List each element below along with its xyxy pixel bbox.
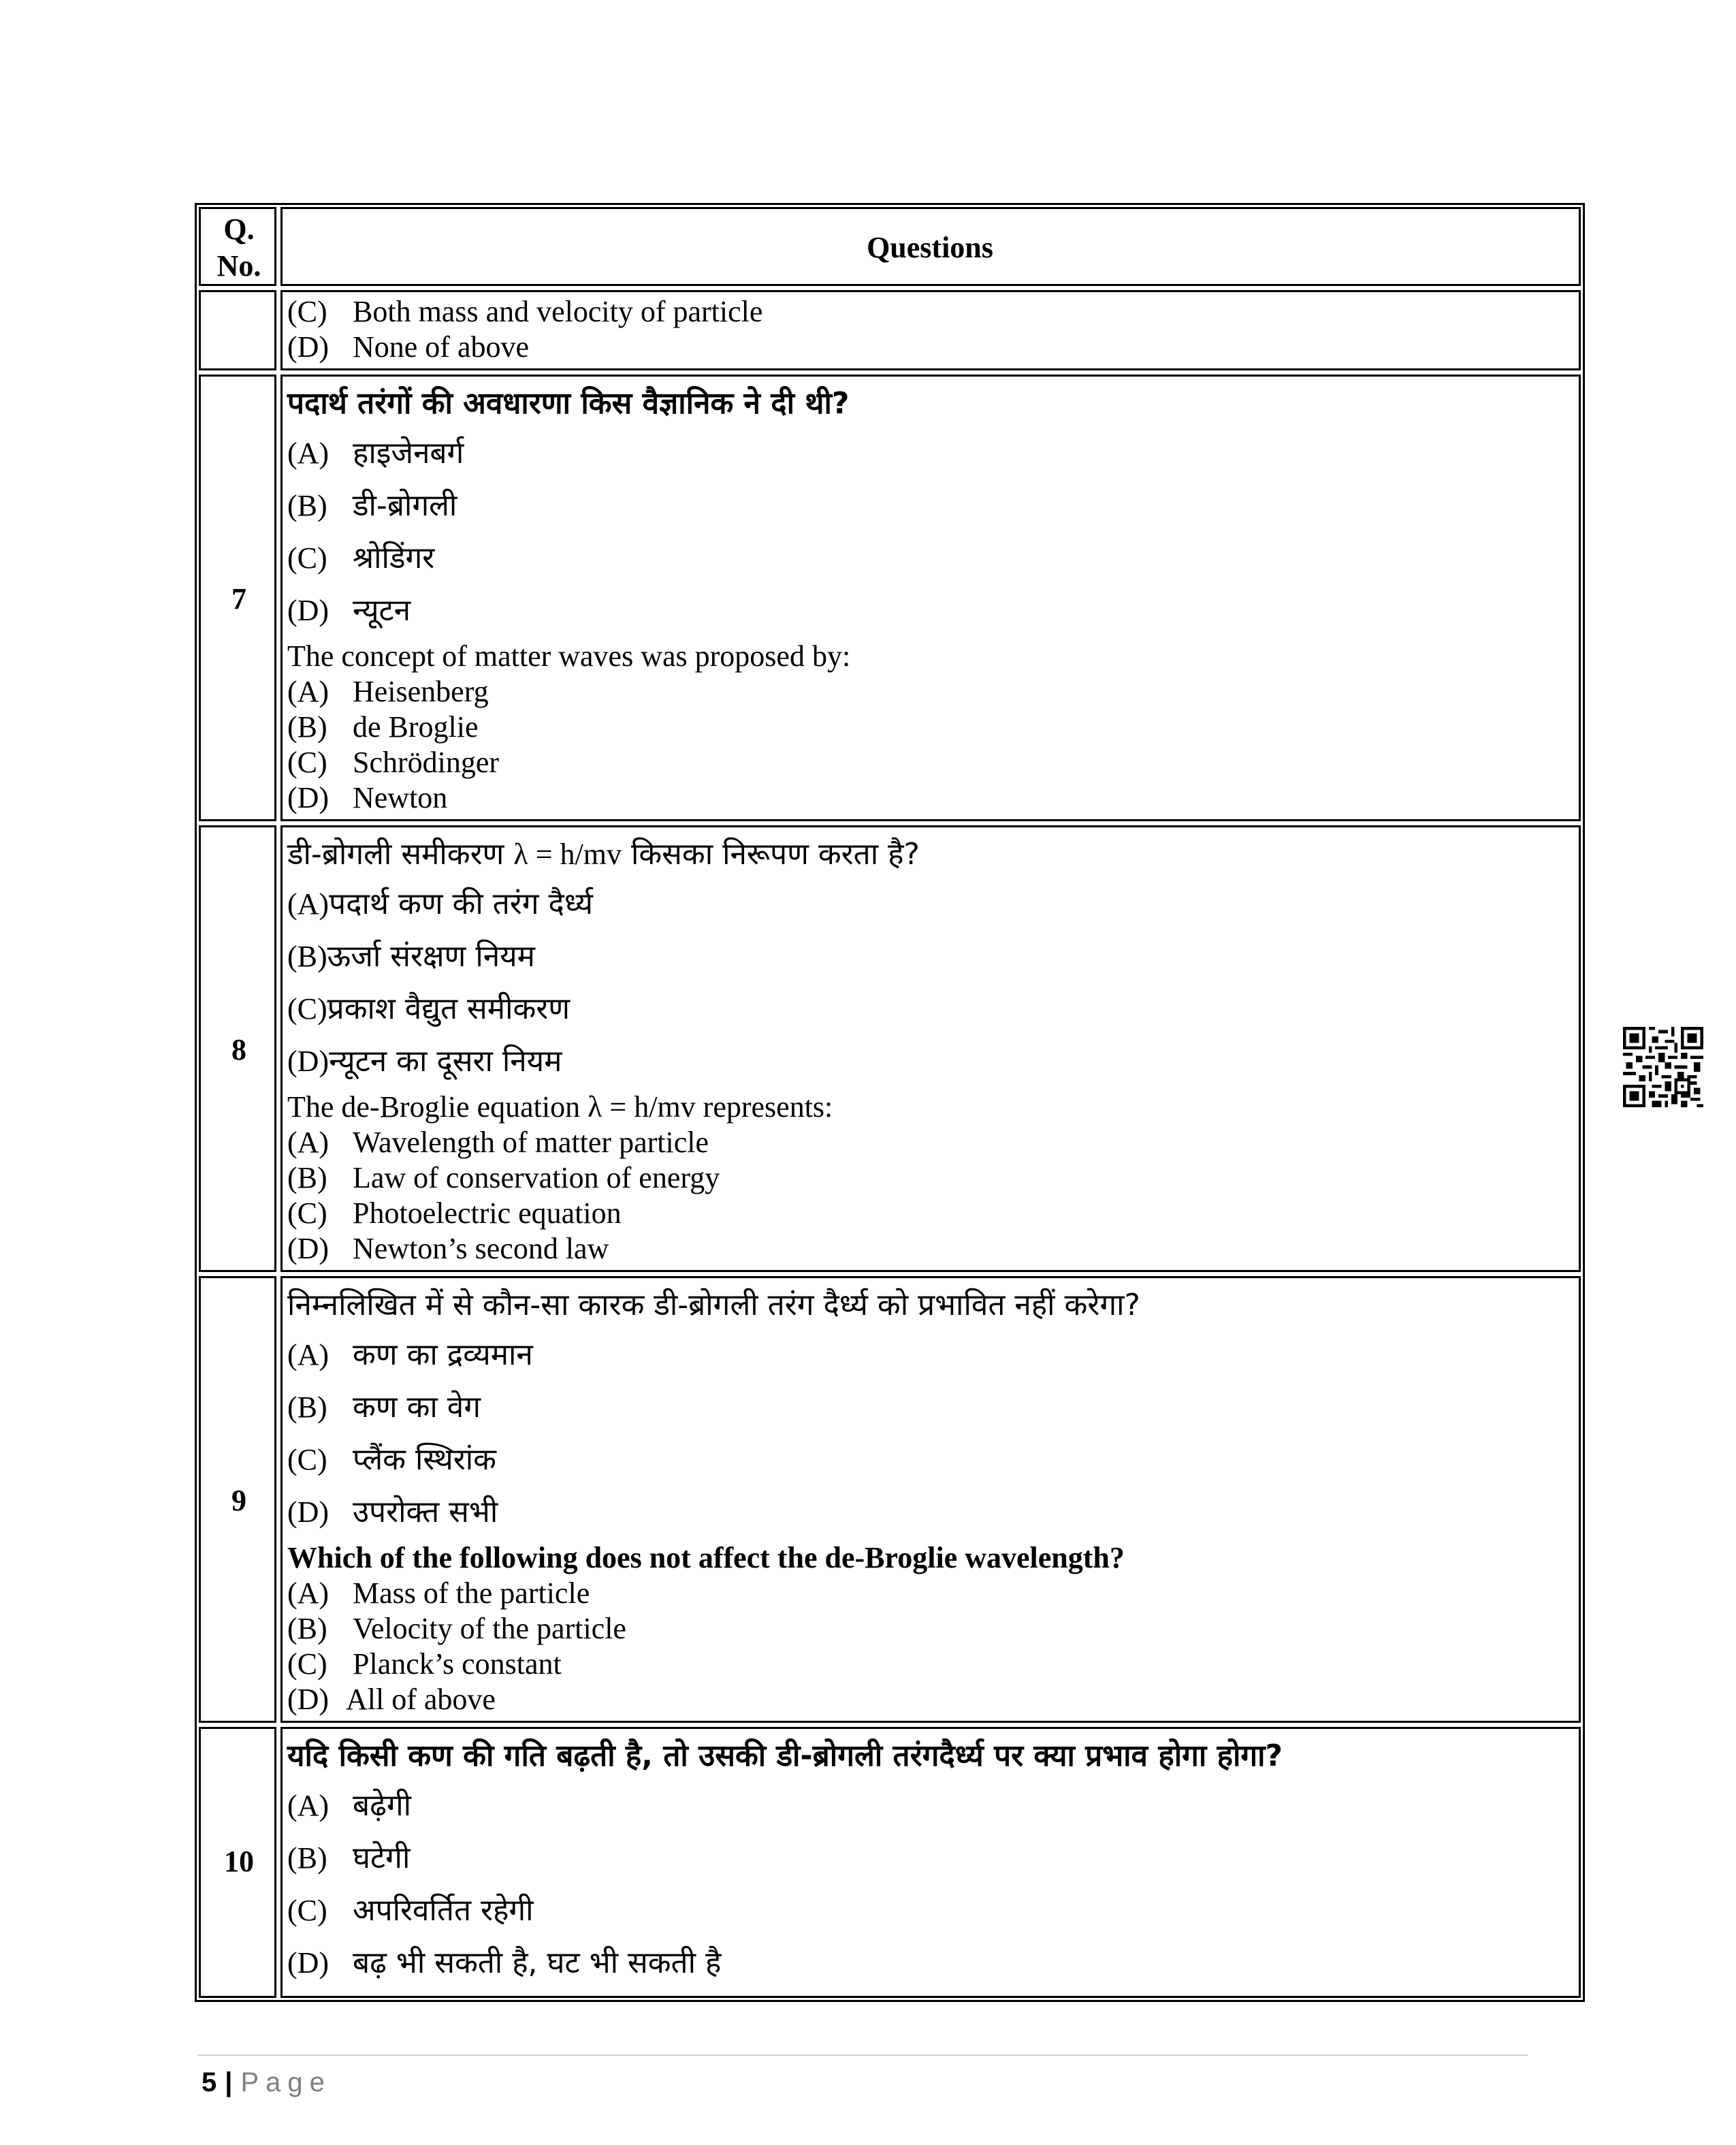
option-label: (C) (287, 1196, 327, 1230)
q7-english-question: The concept of matter waves was proposed by: (287, 639, 851, 673)
question-text: किसका निरूपण करता है? (630, 837, 920, 872)
option-label: (D) (287, 1045, 329, 1078)
option-text: कण का द्रव्यमान (353, 1337, 533, 1372)
q7-english-option-b (287, 710, 1574, 745)
option-label: (A) (287, 1126, 329, 1159)
option-text: Law of conservation of energy (353, 1161, 720, 1194)
option-text: बढ़ेगी (353, 1788, 412, 1823)
option-label: (C) (287, 992, 327, 1026)
q7-english-option-a (287, 674, 1574, 710)
option-d (287, 330, 1574, 365)
q8-english-option-b (287, 1160, 1574, 1196)
option-label: (D) (287, 330, 329, 364)
q8-hindi-option-c (287, 985, 1574, 1037)
option-label: (C) (287, 1894, 327, 1927)
option-text: प्लैंक स्थिरांक (353, 1442, 496, 1477)
option-text: ऊर्जा संरक्षण नियम (327, 939, 535, 974)
option-text: Newton (353, 781, 448, 814)
option-label: (B) (287, 1391, 327, 1424)
q9-english-option-d (287, 1682, 1574, 1717)
q9-hindi-option-c (287, 1435, 1574, 1488)
q8-english-question: The de-Broglie equation λ = h/mv represents: (287, 1090, 833, 1124)
q8-hindi-question (287, 829, 1574, 880)
option-text: Photoelectric equation (353, 1196, 622, 1230)
q7-hindi-option-b (287, 481, 1574, 534)
option-label: (D) (287, 594, 329, 627)
option-label: (A) (287, 1789, 329, 1822)
option-text: de Broglie (353, 710, 479, 744)
q7-number: 7 (231, 582, 246, 616)
q10-hindi-option-c (287, 1886, 1574, 1939)
q9-content (287, 1280, 1574, 1717)
q10-content (287, 1731, 1574, 1991)
q7-hindi-question: पदार्थ तरंगों की अवधारणा किस वैज्ञानिक ने दी थी? (287, 386, 850, 421)
header-qno-line1: Q. (223, 212, 255, 246)
option-text: श्रोडिंगर (353, 541, 435, 575)
footer-separator: | (225, 2067, 233, 2097)
q10-hindi-question: यदि किसी कण की गति बढ़ती है, तो उसकी डी-ब्रोगली तरंगदैर्ध्य पर क्या प्रभाव होगा होगा? (287, 1738, 1283, 1773)
qr-code (1623, 1027, 1703, 1107)
option-label: (A) (287, 436, 329, 470)
option-label: (D) (287, 1232, 329, 1265)
option-text: पदार्थ कण की तरंग दैर्ध्य (329, 887, 593, 921)
option-text: घटेगी (353, 1841, 411, 1875)
option-label: (D) (287, 1495, 329, 1529)
q7-english-option-c (287, 745, 1574, 780)
option-text: न्यूटन का दूसरा नियम (329, 1044, 562, 1079)
option-label: (C) (287, 1647, 327, 1681)
equation: λ = h/mv (513, 838, 622, 871)
q9-english-question: Which of the following does not affect the de-Broglie wavelength? (287, 1541, 1125, 1574)
q8-english-option-c (287, 1196, 1574, 1231)
header-questions-label: Questions (867, 231, 993, 264)
option-text: Both mass and velocity of particle (353, 295, 763, 328)
q7-english-option-d (287, 780, 1574, 816)
option-label: (A) (287, 1338, 329, 1371)
q7-hindi-option-d (287, 586, 1574, 639)
option-text: None of above (353, 330, 530, 364)
option-text: अपरिवर्तित रहेगी (353, 1893, 534, 1928)
q10-number: 10 (224, 1845, 254, 1878)
option-text: Mass of the particle (353, 1576, 590, 1610)
option-text: Velocity of the particle (353, 1612, 626, 1645)
q9-english-option-c (287, 1647, 1574, 1682)
option-text: Heisenberg (353, 675, 489, 708)
option-text: न्यूटन (353, 593, 411, 628)
q9-hindi-option-b (287, 1383, 1574, 1435)
option-label: (D) (287, 1946, 329, 1980)
q9-english-option-a (287, 1576, 1574, 1611)
q9-number: 9 (231, 1484, 246, 1517)
header-qno-label (202, 211, 276, 285)
option-text: उपरोक्त सभी (353, 1495, 498, 1529)
option-label: (B) (287, 1161, 327, 1194)
option-c (287, 294, 1574, 330)
option-label: (C) (287, 541, 327, 575)
q8-hindi-option-d (287, 1037, 1574, 1090)
page-number: 5 (202, 2067, 217, 2097)
q7-hindi-option-a (287, 429, 1574, 481)
q9-hindi-option-d (287, 1488, 1574, 1540)
option-label: (A) (287, 887, 329, 921)
option-text: बढ़ भी सकती है, घट भी सकती है (353, 1945, 722, 1980)
option-label: (C) (287, 295, 327, 328)
q10-hindi-option-d (287, 1939, 1574, 1991)
q8-content (287, 829, 1574, 1267)
option-text: डी-ब्रोगली (353, 488, 457, 523)
continuation-options (287, 294, 1574, 365)
q7-hindi-option-c (287, 534, 1574, 586)
option-text: प्रकाश वैद्युत समीकरण (327, 991, 570, 1026)
q8-hindi-option-a (287, 880, 1574, 932)
option-label: (B) (287, 1612, 327, 1645)
header-qno-line2: No. (216, 249, 261, 283)
continuation-num-cell (199, 290, 276, 370)
option-label: (B) (287, 1841, 327, 1875)
option-text: कण का वेग (353, 1390, 481, 1425)
option-text: Wavelength of matter particle (353, 1126, 709, 1159)
option-label: (B) (287, 489, 327, 522)
option-text: Newton’s second law (353, 1232, 609, 1265)
q8-english-option-d (287, 1231, 1574, 1267)
q10-hindi-option-b (287, 1834, 1574, 1886)
q9-hindi-question: निम्नलिखित में से कौन-सा कारक डी-ब्रोगली तरंग दैर्ध्य को प्रभावित नहीं करेगा? (287, 1288, 1140, 1322)
option-label: (A) (287, 1576, 329, 1610)
footer-divider (197, 2054, 1528, 2056)
q8-english-option-a (287, 1125, 1574, 1160)
question-text: डी-ब्रोगली समीकरण (287, 837, 504, 872)
option-label: (B) (287, 710, 327, 744)
q10-hindi-option-a (287, 1781, 1574, 1834)
option-label: (C) (287, 746, 327, 779)
q8-hindi-option-b (287, 932, 1574, 985)
q9-english-option-b (287, 1611, 1574, 1647)
option-text: हाइजेनबर्ग (353, 436, 464, 471)
q9-hindi-option-a (287, 1331, 1574, 1383)
page-label: Page (240, 2067, 332, 2097)
q8-number: 8 (231, 1033, 246, 1066)
page-footer (202, 2063, 332, 2101)
option-label: (C) (287, 1443, 327, 1476)
option-label: (D) (287, 781, 329, 814)
q7-content (287, 379, 1574, 816)
option-text: Planck’s constant (353, 1647, 562, 1681)
option-label: (A) (287, 675, 329, 708)
option-label: (B) (287, 940, 327, 973)
option-text: All of above (346, 1683, 496, 1716)
option-label: (D) (287, 1683, 329, 1716)
option-text: Schrödinger (353, 746, 500, 779)
